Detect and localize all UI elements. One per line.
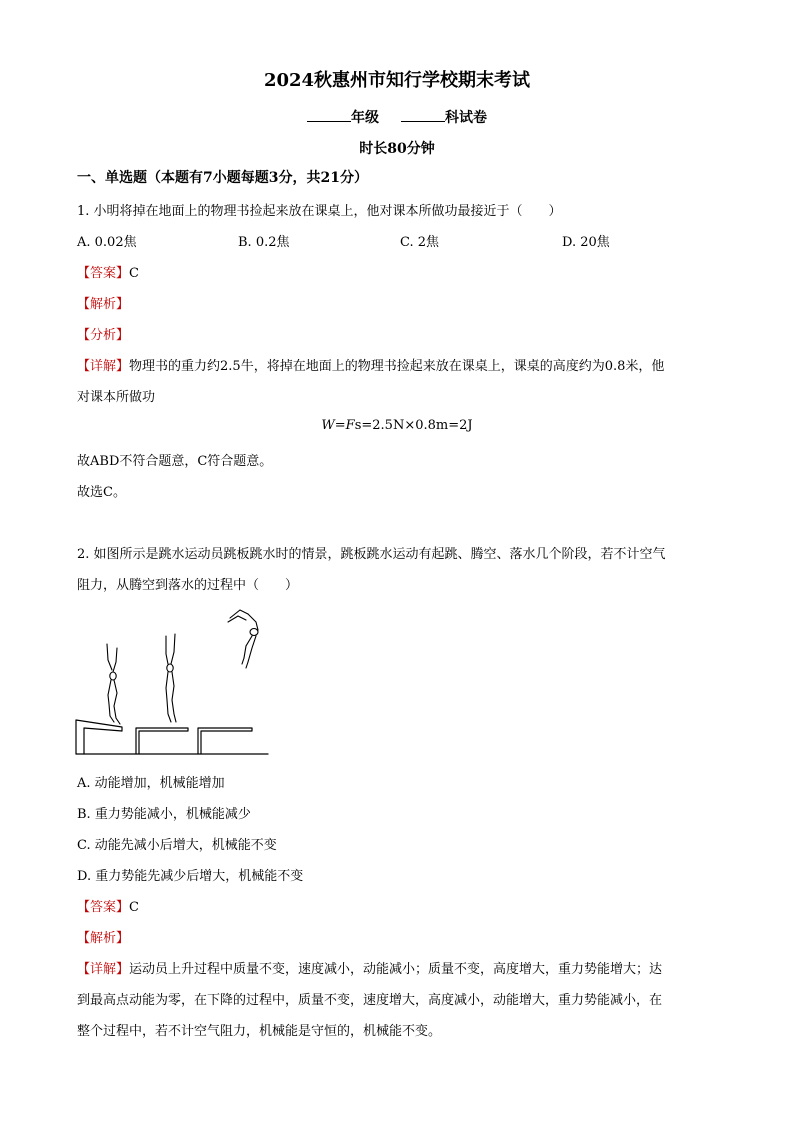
q2-option-d: D. 重力势能先减少后增大，机械能不变 [77,869,304,884]
q2-detail-text: 运动员上升过程中质量不变，速度减小，动能减小；质量不变，高度增大，重力势能增大；达 [129,962,663,977]
q1-option-a: A. 0.02焦 [77,235,137,250]
exam-duration: 时长80分钟 [359,141,435,157]
q1-fenxi-tag: 【分析】 [77,328,130,343]
q2-answer-value: C [129,900,139,915]
q2-stem-line1: 2. 如图所示是跳水运动员跳板跳水时的情景，跳板跳水运动有起跳、腾空、落水几个阶段，若不计空气 [77,547,666,562]
q1-answer [77,262,139,281]
q2-detail-line1 [77,958,662,977]
grade-label: 年级 [351,110,379,126]
q2-stem-line2: 阻力，从腾空到落水的过程中（ ） [77,578,299,593]
springboard-middle [136,728,188,754]
grade-subject-line [0,107,794,127]
q2-detail-tag: 【详解】 [77,962,130,977]
q1-conclusion-2: 故选C。 [77,485,126,500]
q1-option-b: B. 0.2焦 [238,235,290,250]
q2-answer-tag: 【答案】 [77,900,130,915]
diver-airborne [228,610,258,668]
q2-option-b: B. 重力势能减小，机械能减少 [77,807,251,822]
q1-detail-text: 物理书的重力约2.5牛，将掉在地面上的物理书捡起来放在课桌上，课桌的高度约为0.8米，他 [129,359,665,374]
diver-figure [70,600,280,762]
q1-detail-tag: 【详解】 [77,359,130,374]
exam-title: 2024秋惠州市知行学校期末考试 [263,70,531,91]
q1-work-formula: W=Fs=2.5N×0.8m=2J [321,418,473,433]
springboard-left [76,720,122,754]
springboard-right [198,728,252,754]
subject-label: 科试卷 [445,110,487,126]
q2-answer [77,896,139,915]
q1-conclusion-1: 故ABD不符合题意，C符合题意。 [77,454,273,469]
q2-option-a: A. 动能增加，机械能增加 [77,776,225,791]
diver-rising [166,634,176,722]
q1-stem: 1. 小明将掉在地面上的物理书捡起来放在课桌上，他对课本所做功最接近于（ ） [77,204,562,219]
q2-detail-line3: 整个过程中，若不计空气阻力，机械能是守恒的，机械能不变。 [77,1024,442,1039]
q2-option-c: C. 动能先减小后增大，机械能不变 [77,838,277,853]
q1-option-c: C. 2焦 [400,235,440,250]
q1-detail-line1 [77,355,664,374]
q1-analysis-tag: 【解析】 [77,297,130,312]
q1-answer-tag: 【答案】 [77,266,130,281]
grade-blank [307,109,351,122]
q1-answer-value: C [129,266,139,281]
section-heading: 一、单选题（本题有7小题每题3分，共21分） [77,170,368,186]
q1-detail-line2: 对课本所做功 [77,390,156,405]
q1-option-d: D. 20焦 [562,235,610,250]
diver-takeoff [107,644,120,724]
q2-analysis-tag: 【解析】 [77,931,130,946]
subject-blank [401,109,445,122]
q2-detail-line2: 到最高点动能为零，在下降的过程中，质量不变，速度增大，高度减小，动能增大，重力势能减小，在 [77,993,663,1008]
